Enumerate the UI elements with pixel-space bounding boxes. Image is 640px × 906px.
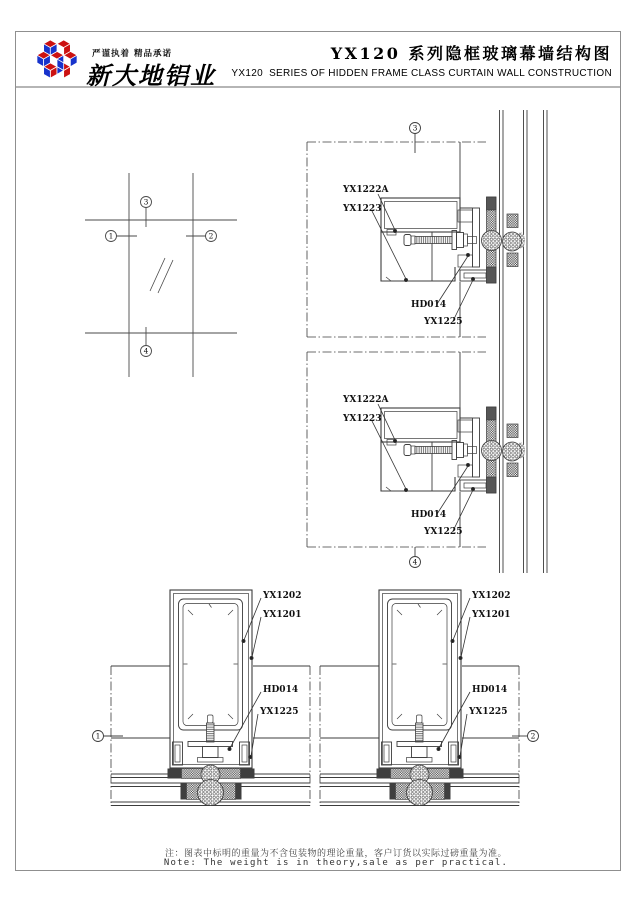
- part-label: HD014: [411, 300, 447, 310]
- elevation-callout-3: [141, 197, 152, 228]
- part-label: HD014: [263, 685, 299, 695]
- detail-3-callout: [410, 123, 421, 154]
- elevation-callout-1: [106, 231, 138, 242]
- part-label: YX1222A: [343, 395, 389, 405]
- detail-1-callout: [93, 731, 124, 742]
- detail-2-callout: [512, 731, 539, 742]
- elevation-callout-2: [186, 231, 217, 242]
- detail-2-leaders: [437, 598, 470, 759]
- callout-number: 3: [143, 197, 149, 207]
- part-label: YX1202: [263, 591, 302, 601]
- part-label: YX1225: [260, 707, 299, 717]
- glass-unit-lines: [500, 110, 548, 573]
- part-label: YX1225: [469, 707, 508, 717]
- callout-number: 2: [530, 731, 536, 741]
- callout-number: 4: [143, 346, 149, 356]
- part-label: YX1225: [424, 317, 463, 327]
- part-label: YX1202: [472, 591, 511, 601]
- part-label: YX1223: [343, 204, 382, 214]
- company-slogan: 严谨执着 精品承诺: [92, 49, 172, 59]
- footer-note-en: Note: The weight is in theory,sale as per practical.: [163, 858, 509, 868]
- part-label: YX1201: [472, 610, 511, 620]
- callout-number: 1: [95, 731, 101, 741]
- sheet-title-en: YX120 SERIES OF HIDDEN FRAME CLASS CURTAIN WALL CONSTRUCTION: [231, 68, 612, 79]
- part-label: YX1222A: [343, 185, 389, 195]
- elevation-diagram: [85, 173, 237, 377]
- part-label: HD014: [411, 510, 447, 520]
- detail-1-leaders: [228, 598, 261, 759]
- part-label: HD014: [472, 685, 508, 695]
- callout-number: 4: [412, 557, 418, 567]
- part-label: YX1225: [424, 527, 463, 537]
- detail-4-callout: [410, 547, 421, 568]
- detail-1: [93, 590, 311, 806]
- detail-2: [320, 590, 539, 806]
- callout-number: 1: [108, 231, 114, 241]
- company-name: 新大地铝业: [86, 61, 216, 90]
- callout-number: 2: [208, 231, 214, 241]
- callout-number: 3: [412, 123, 418, 133]
- part-label: YX1223: [343, 414, 382, 424]
- part-label: YX1201: [263, 610, 302, 620]
- detail-4: [307, 352, 525, 568]
- sheet-title-cn: YX120 系列隐框玻璃幕墙结构图: [330, 44, 612, 63]
- detail-3: [307, 123, 525, 338]
- elevation-callout-4: [141, 327, 152, 357]
- footer-note-cn: 注：图表中标明的重量为不含包装物的理论重量，客户订货以实际过磅重量为准。: [164, 849, 507, 859]
